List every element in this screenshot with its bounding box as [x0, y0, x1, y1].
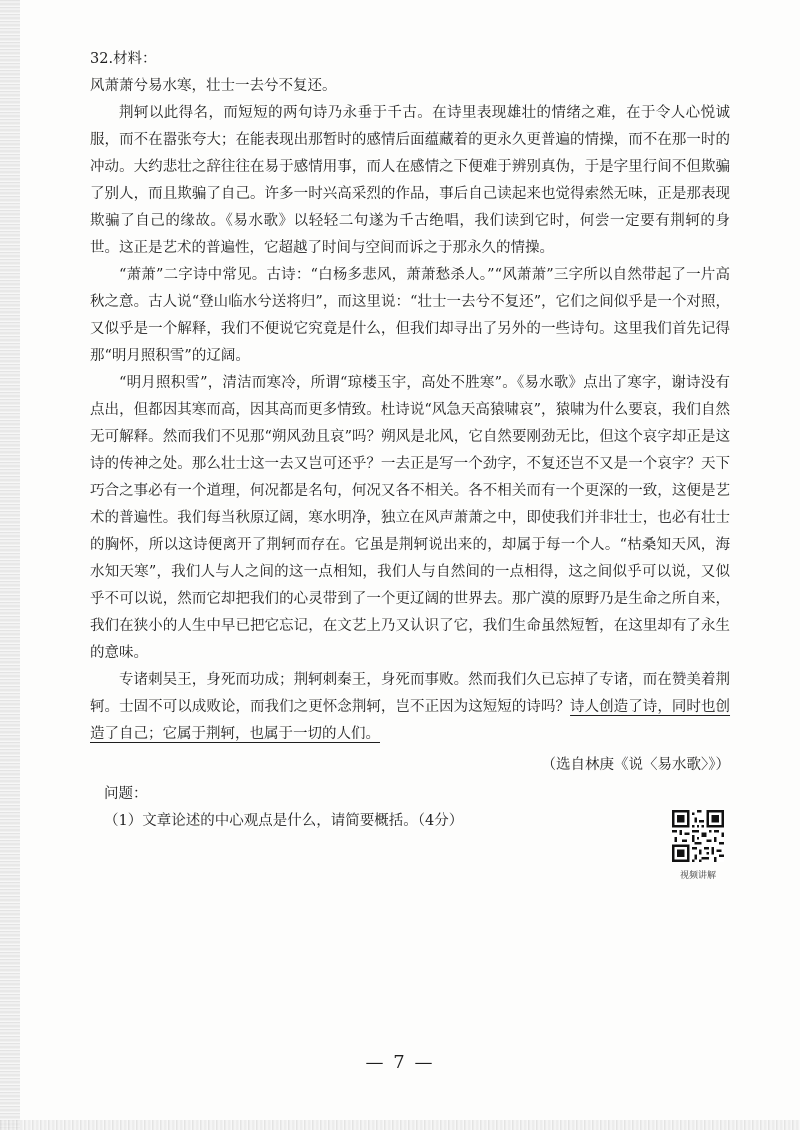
scan-edge-bottom [0, 1120, 800, 1130]
question-number: 32.材料： [90, 51, 157, 67]
paragraph-4-text: 专诸刺吴王，身死而功成；荆轲刺秦王，身死而事败。然而我们久已忘掉了专诸，而在赞美着荆轲。士固不可以成败论，而我们之更怀念荆轲，岂不正因为这短短的诗吗？ [90, 672, 730, 715]
paragraph-4 [90, 667, 730, 748]
page-number: — 7 — [365, 1052, 435, 1073]
material-verse: 风萧萧兮易水寒，壮士一去兮不复还。 [90, 78, 337, 94]
source-citation: （选自林庚《说〈易水歌〉》） [541, 757, 730, 773]
question-1: （1）文章论述的中心观点是什么，请简要概括。（4分） [104, 813, 464, 829]
paragraph-1: 荆轲以此得名，而短短的两句诗乃永垂于千古。在诗里表现雄壮的情绪之难，在于令人心悦诚服，而不在嚣张夸大；在能表现出那暂时的感情后面蕴藏着的更永久更普遍的情操，而不在那一时的冲动。大约悲壮之辞往往在易于感情用事，而人在感情之下便难于辨别真伪，于是字里行间不但欺骗了别人，而且欺骗了自己。许多一时兴高采烈的作品，事后自己读起来也觉得索然无味，正是那表现欺骗了自己的缘故。《易水歌》以轻轻二句遂为千古绝唱，我们读到它时，何尝一定要有荆轲的身世。这正是艺术的普遍性，它超越了时间与空间而诉之于那永久的情操。 [90, 105, 730, 256]
underlined-sentence: 诗人创造了诗，同时也创造了自己；它属于荆轲，也属于一切的人们。 [90, 699, 731, 742]
questions-label: 问题： [104, 786, 148, 802]
scan-edge-left [0, 0, 20, 1130]
exam-content [90, 46, 730, 835]
paragraph-3: “明月照积雪”，清洁而寒冷，所谓“琼楼玉宇，高处不胜寒”。《易水歌》点出了寒字，谢诗没有点出，但都因其寒而高，因其高而更多情致。杜诗说“风急天高猿啸哀”，猿啸为什么要哀，我们自然无可解释。然而我们不见那“朔风劲且哀”吗？朔风是北风，它自然要刚劲无比，但这个哀字却正是这诗的传神之处。那么壮士这一去又岂可还乎？一去正是写一个劲字，不复还岂不又是一个哀字？天下巧合之事必有一个道理，何况都是名句，何况又各不相关。各不相关而有一个更深的一致，这便是艺术的普遍性。我们每当秋原辽阔，寒水明净，独立在风声萧萧之中，即使我们并非壮士，也必有壮士的胸怀，所以这诗便离开了荆轲而存在。它虽是荆轲说出来的，却属于每一个人。“枯桑知天风，海水知天寒”，我们人与人之间的这一点相知，我们人与自然间的一点相得，这之间似乎可以说，又似乎不可以说，然而它却把我们的心灵带到了一个更辽阔的世界去。那广漠的原野乃是生命之所自来，我们在狭小的人生中早已把它忘记，在文艺上乃又认识了它，我们生命虽然短暂，在这里却有了永生的意味。 [90, 375, 730, 661]
qr-caption: 视频讲解 [679, 871, 716, 881]
paragraph-2: “萧萧”二字诗中常见。古诗：“白杨多悲风，萧萧愁杀人。”“风萧萧”三字所以自然带起了一片高秋之意。古人说“登山临水兮送将归”，而这里说：“壮士一去兮不复还”，它们之间似乎是一个对照，又似乎是一个解释，我们不便说它究竟是什么，但我们却寻出了另外的一些诗句。这里我们首先记得那“明月照积雪”的辽阔。 [90, 267, 730, 364]
qr-code-icon[interactable] [672, 810, 724, 862]
